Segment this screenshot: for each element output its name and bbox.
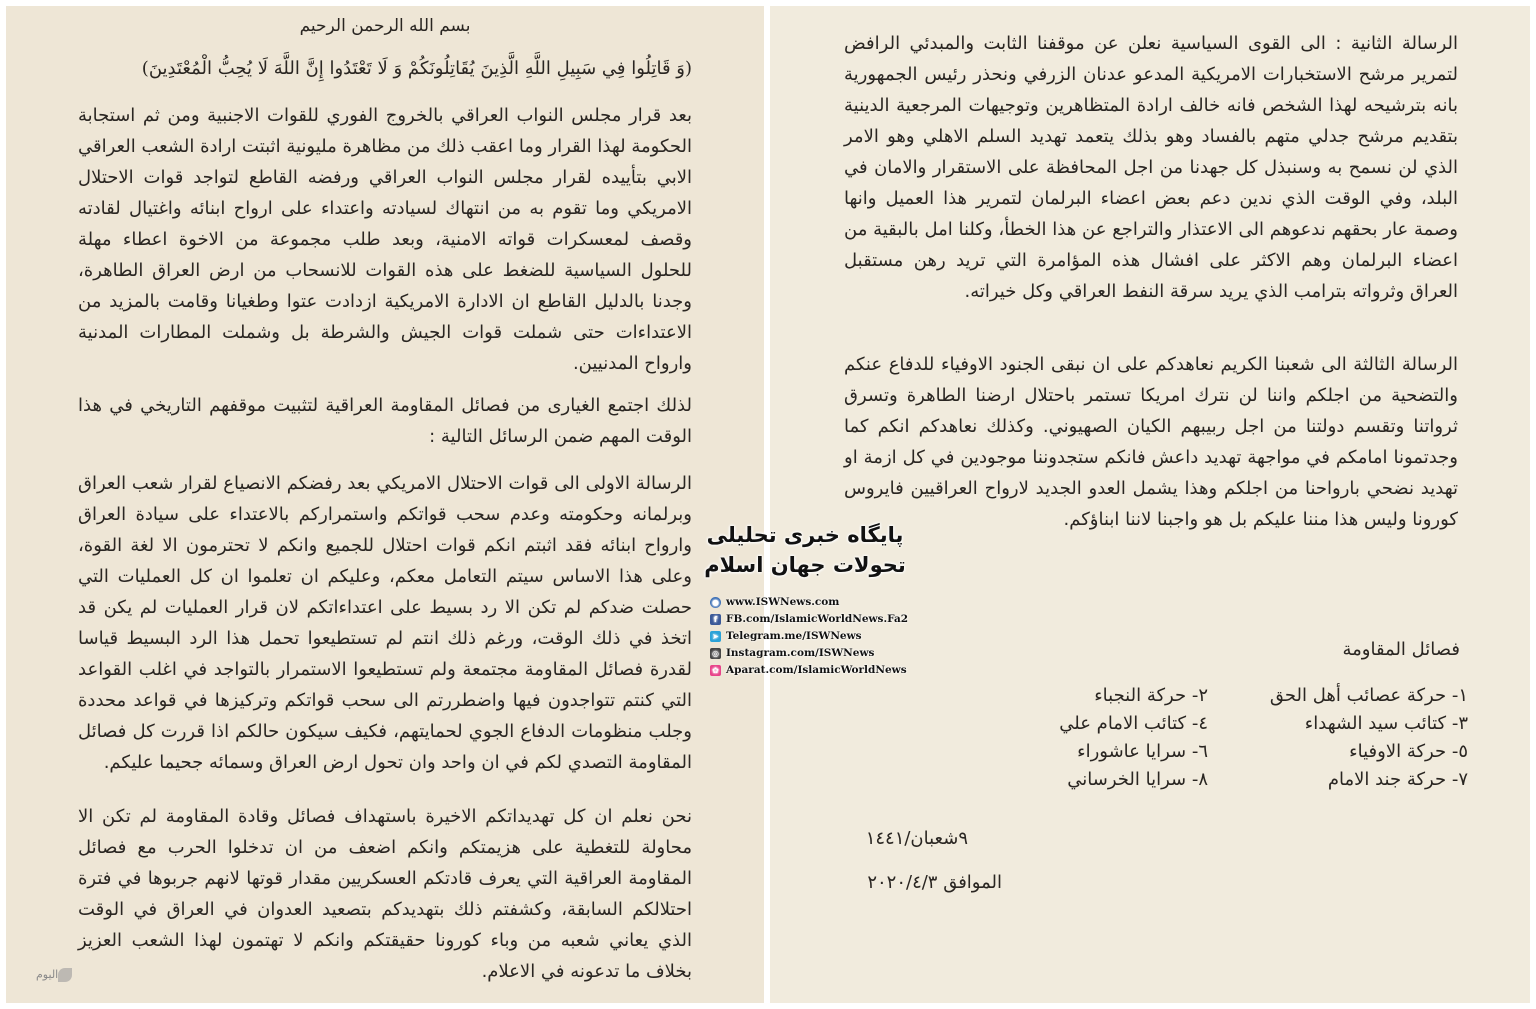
telegram-link[interactable] [710,628,920,645]
aparat-link[interactable] [710,662,920,679]
paragraph: بعد قرار مجلس النواب العراقي بالخروج الفوري للقوات الاجنبية ومن ثم استجابة الحكومة لهذا القرار وما اعقب ذلك من مظاهرة مليونية اثبتت ارادة الشعب العراقي الابي بتأييده لقرار مجلس النواب العراقي ورفضه القاطع لتواجد قوات الاحتلال الامريكي وما تقوم به من انتهاك لسيادته واعتداء على ارواح ابنائه واغتيال لقادته وقصف لمعسكرات قواته الامنية، وبعد طلب مجموعة من الاخوة اعطاء مهلة للحلول السياسية للضغط على هذه القوات للانسحاب من ارض العراق الطاهرة، وجدنا بالدليل القاطع ان الادارة الامريكية ازدادت عتوا وطغيانا وقامت بالمزيد من الاعتداءات حتى شملت قوات الجيش والشرطة بل وشملت المطارات المدنية وارواح المدنيين. [78,105,692,374]
link-text: FB.com/IslamicWorldNews.Fa2 [726,613,909,625]
groups-list [988,684,1468,792]
link-text: www.ISWNews.com [726,596,840,608]
group-item: ٣- كتائب سيد الشهداء [1304,713,1468,734]
link-text: Aparat.com/IslamicWorldNews [726,664,907,676]
telegram-icon: ➤ [710,631,721,642]
watermark-links [710,594,920,679]
instagram-icon: ◎ [710,648,721,659]
facebook-icon: f [710,614,721,625]
leaf-icon [58,968,72,982]
paragraph: نحن نعلم ان كل تهديداتكم الاخيرة باستهداف فصائل وقادة المقاومة لم تكن الا محاولة للتغطية على هزيمتكم وانكم اضعف من ان تدخلوا الحرب مع فصائل المقاومة العراقية التي يعرف قادتكم العسكريين مقدار قوتها لانهم جربوها في فترة احتلالكم السابقة، وكشفتم ذلك بتهديدكم بتصعيد العدوان في العراق في الوقت الذي يعاني شعبه من وباء كورونا حقيقتكم وانكم لا تهتمون لهذا الشعب العزيز بخلاف ما تدعونه في الاعلام. [78,806,692,982]
globe-icon: ● [710,597,721,608]
group-item: ٢- حركة النجباء [1094,685,1208,706]
paragraph: الرسالة الاولى الى قوات الاحتلال الامريكي بعد رفضكم الانصياع لقرار شعب العراق وبرلمانه وحكومته وعدم سحب قواتكم واستمراركم بالاعتداء على سيادة العراق وارواح ابنائه فقد اثبتم انكم قوات احتلال للجميع وانكم لا تحترمون الا لغة القوة، وعلى هذا الاساس سيتم التعامل معكم، وعليكم ان تعلموا ان كل العمليات التي حصلت ضدكم لم تكن الا رد بسيط على اعتداءاتكم لان قرار العمليات لم يكن قد اتخذ في ذلك الوقت، ورغم ذلك انتم لم تستطيعوا تحمل هذا الرد البسيط قياسا لقدرة فصائل المقاومة مجتمعة ولم تستطيعوا الاستمرار بالتواجد في اغلب القواعد التي كنتم تتواجدون فيها واضطررتم الى سحب قواتكم وتركيزها في قواعد محددة وجلب منظومات الدفاع الجوي لحمايتهم، فكيف سيكون حالكم اذا قررت كل فصائل المقاومة التصدي لكم في ان واحد وان تحول ارض العراق وسمائه جحيما عليكم. [78,473,692,773]
paragraph: الرسالة الثانية : الى القوى السياسية نعلن عن موقفنا الثابت والمبدئي الرافض لتمرير مرشح الاستخبارات الامريكية المدعو عدنان الزرفي ونحذر رئيس الجمهورية بانه بترشيحه لهذا الشخص فانه خالف ارادة المتظاهرين وتوجيهات المرجعية الدينية بتقديم مرشح جدلي متهم بالفساد وهو بذلك يتعمد تهديد السلم الاهلي وهو الامر الذي لن نسمح به وسنبذل كل جهدنا من اجل المحافظة على الاستقرار والامان في البلد، وفي الوقت الذي ندين دعم بعض اعضاء البرلمان لتمرير هذا العميل وانها وصمة عار بحقهم ندعوهم الى الاعتذار والتراجع عن هذا الخطأ، وكلنا امل بالبقية من اعضاء البرلمان وهم الاكثر على افشال هذه المؤامرة التي تريد رهن مستقبل العراق وثرواته بترامب الذي يريد سرقة النفط العراقي وكل خيراته. [844,33,1458,302]
group-item: ٨- سرايا الخرساني [1067,769,1208,790]
date-hijri: ٩شعبان/١٤٤١ [865,828,968,849]
website-link[interactable] [710,594,920,611]
corner-logo [36,968,76,982]
aparat-icon: ✿ [710,665,721,676]
group-item: ٧- حركة جند الامام [1327,769,1468,790]
link-text: Telegram.me/ISWNews [726,630,862,642]
paragraph: لذلك اجتمع الغيارى من فصائل المقاومة العراقية لتثبيت موقفهم التاريخي في هذا الوقت المهم ضمن الرسائل التالية : [78,395,692,447]
paragraph: الرسالة الثالثة الى شعبنا الكريم نعاهدكم على ان نبقى الجنود الاوفياء للدفاع عنكم والتضحية من اجلكم واننا لن نترك امريكا تستمر باحتلال ارضنا الطاهرة وتسرق ثرواتنا وتقسم دولتنا من اجل ربيبهم الكيان الصهيوني. وكذلك نعاهدكم انكم كما وجدتمونا امامكم في مواجهة تهديد داعش فانكم ستجدوننا موجودين في كل ازمة او تهديد نضحي بارواحنا من اجلكم وهذا يشمل العدو الجديد لارواح العراقيين فايروس كورونا وليس هذا مننا عليكم بل هو واجبنا لاننا ابناؤكم. [844,354,1458,530]
document-page-right [770,6,1530,1003]
group-item: ٤- كتائب الامام علي [1059,713,1208,734]
watermark [700,520,910,676]
signature-heading: فصائل المقاومة [1342,639,1460,660]
watermark-title: پایگاه خبری تحلیلی [706,523,904,547]
document-page-left [6,6,764,1003]
group-item: ٦- سرايا عاشوراء [1077,741,1208,762]
group-item: ١- حركة عصائب أهل الحق [1269,685,1468,706]
basmala: بسم الله الرحمن الرحيم [299,16,471,36]
date-gregorian: الموافق ٢٠٢٠/٤/٣ [867,872,1002,893]
instagram-link[interactable] [710,645,920,662]
group-item: ٥- حركة الاوفياء [1349,741,1468,762]
facebook-link[interactable] [710,611,920,628]
watermark-subtitle: تحولات جهان اسلام [704,553,906,577]
corner-logo-text: اليوم [36,968,59,981]
link-text: Instagram.com/ISWNews [726,647,875,659]
quran-verse: (وَ قَاتِلُوا فِي سَبِيلِ اللَّهِ الَّذِينَ يُقَاتِلُونَكُمْ وَ لَا تَعْتَدُوا إِنَّ اللَّهَ لَا يُحِبُّ الْمُعْتَدِينَ) [141,58,692,79]
